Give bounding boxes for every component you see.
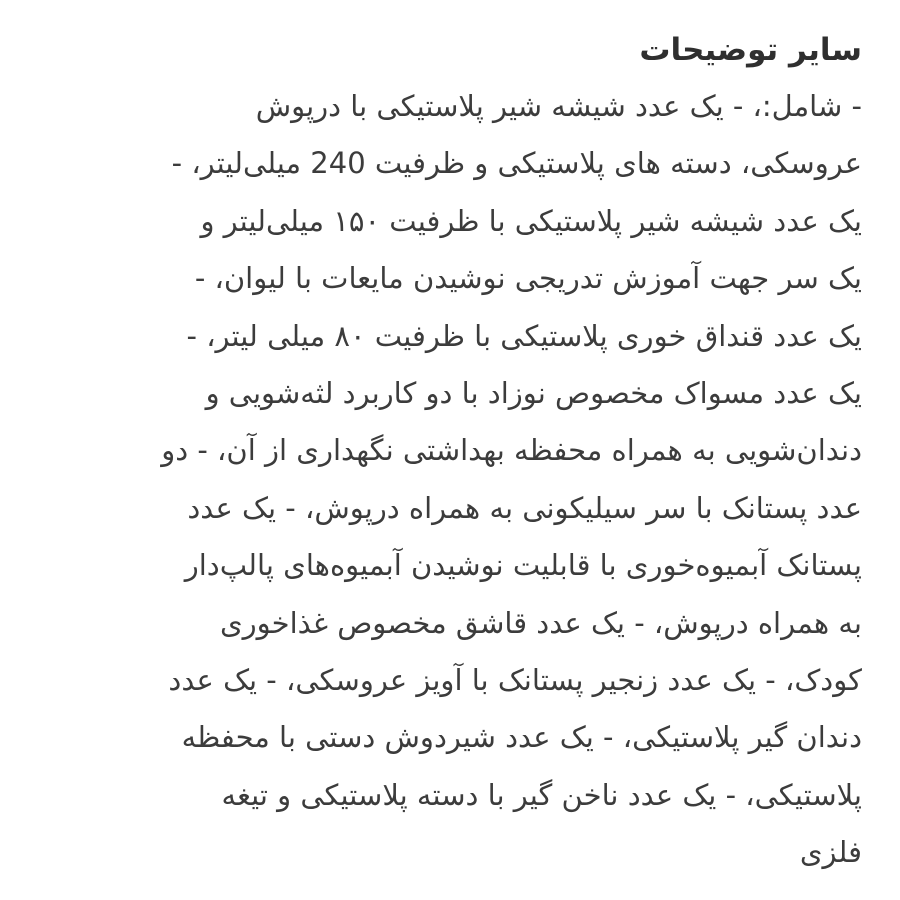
description-line: فلزی (799, 835, 862, 870)
description-line: یک عدد قنداق خوری پلاستیکی با ظرفیت ۸۰ میلی لیتر، - (186, 318, 862, 353)
description-line: یک سر جهت آموزش تدریجی نوشیدن مایعات با لیوان، - (194, 261, 862, 296)
description-line: - شامل:، - یک عدد شیشه شیر پلاستیکی با درپوش (255, 89, 862, 123)
description-line: کودک، - یک عدد زنجیر پستانک با آویز عروسکی، - یک عدد (168, 663, 862, 698)
description-line: یک عدد شیشه شیر پلاستیکی با ظرفیت ۱۵۰ میلی‌لیتر و (200, 203, 862, 238)
description-line: پلاستیکی، - یک عدد ناخن گیر با دسته پلاستیکی و تیغه (221, 777, 862, 812)
description-line: دندان گیر پلاستیکی، - یک عدد شیردوش دستی با محفظه (181, 720, 862, 755)
description-line: دندان‌شویی به همراه محفظه بهداشتی نگهداری از آن، - دو (161, 433, 862, 468)
description-line: به همراه درپوش، - یک عدد قاشق مخصوص غذاخوری (219, 605, 862, 640)
description-line: پستانک آبمیوه‌خوری با قابلیت نوشیدن آبمیوه‌های پالپ‌دار (184, 548, 862, 583)
description-text (38, 78, 862, 882)
description-line: یک عدد مسواک مخصوص نوزاد با دو کاربرد لثه‌شویی و (205, 376, 862, 411)
description-line: عدد پستانک با سر سیلیکونی به همراه درپوش، - یک عدد (187, 490, 862, 525)
description-line: عروسکی، دسته های پلاستیکی و ظرفیت 240 میلی‌لیتر، - (171, 146, 862, 181)
section-title: سایر توضیحات (639, 32, 862, 68)
